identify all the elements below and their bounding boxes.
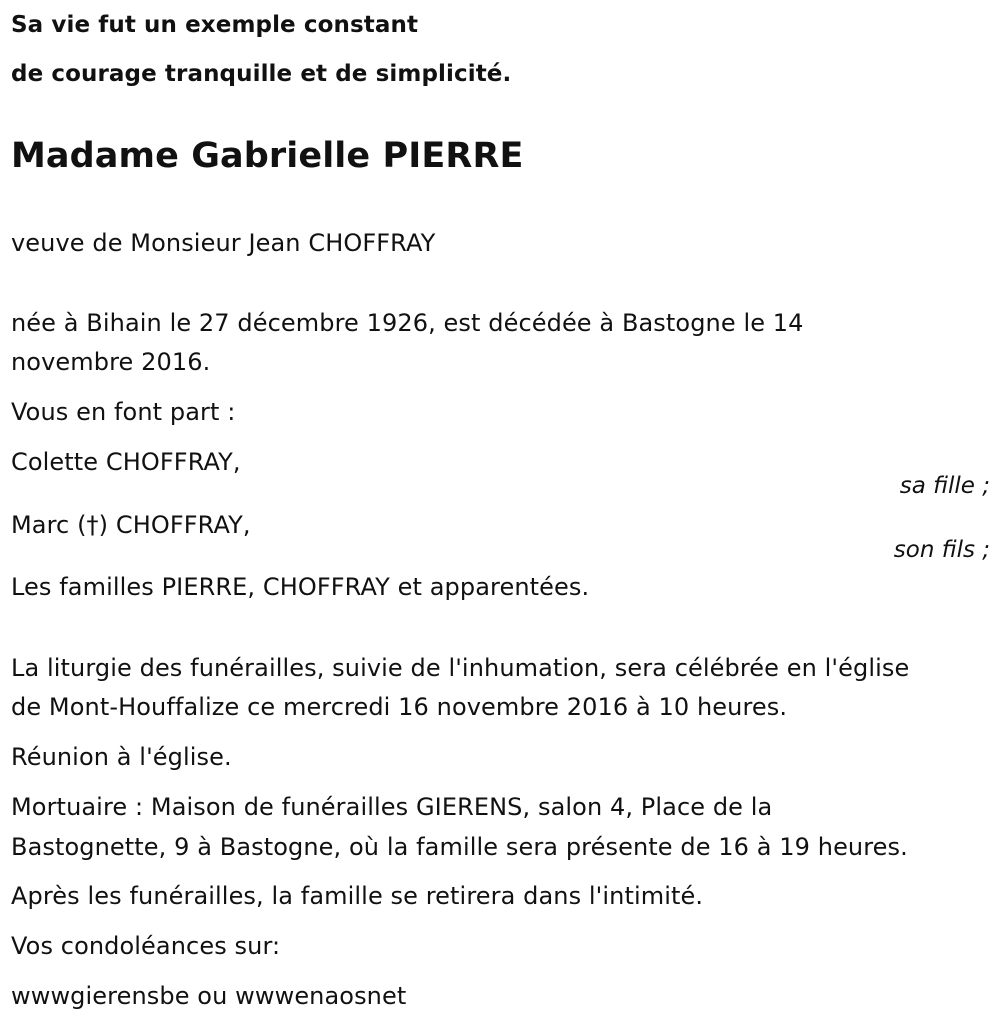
mortuary-line-1: Mortuaire : Maison de funérailles GIERENS, salon 4, Place de la xyxy=(11,793,773,821)
condolences-label: Vos condoléances sur: xyxy=(11,932,281,960)
deceased-name: Madame Gabrielle PIERRE xyxy=(11,136,524,176)
family-member-name: Marc (†) CHOFFRAY, xyxy=(11,511,251,539)
family-member-relation: sa fille ; xyxy=(899,473,990,499)
announcement-intro: Vous en font part : xyxy=(11,398,236,426)
condolences-sites: wwwgierensbe ou wwwenaosnet xyxy=(11,982,407,1010)
birth-death-line-1: née à Bihain le 27 décembre 1926, est décédée à Bastogne le 14 xyxy=(11,309,804,337)
after-funeral-line: Après les funérailles, la famille se retirera dans l'intimité. xyxy=(11,882,704,910)
spouse-line: veuve de Monsieur Jean CHOFFRAY xyxy=(11,229,436,257)
epitaph-line-2: de courage tranquille et de simplicité. xyxy=(11,61,512,87)
liturgy-line-2: de Mont-Houffalize ce mercredi 16 novembre 2016 à 10 heures. xyxy=(11,693,788,721)
meeting-line: Réunion à l'église. xyxy=(11,743,232,771)
families-line: Les familles PIERRE, CHOFFRAY et apparentées. xyxy=(11,573,590,601)
mortuary-line-2: Bastognette, 9 à Bastogne, où la famille sera présente de 16 à 19 heures. xyxy=(11,833,908,861)
family-member-relation: son fils ; xyxy=(893,537,990,563)
epitaph-line-1: Sa vie fut un exemple constant xyxy=(11,12,419,38)
liturgy-line-1: La liturgie des funérailles, suivie de l'inhumation, sera célébrée en l'église xyxy=(11,654,910,682)
family-member-name: Colette CHOFFRAY, xyxy=(11,448,241,476)
birth-death-line-2: novembre 2016. xyxy=(11,348,211,376)
